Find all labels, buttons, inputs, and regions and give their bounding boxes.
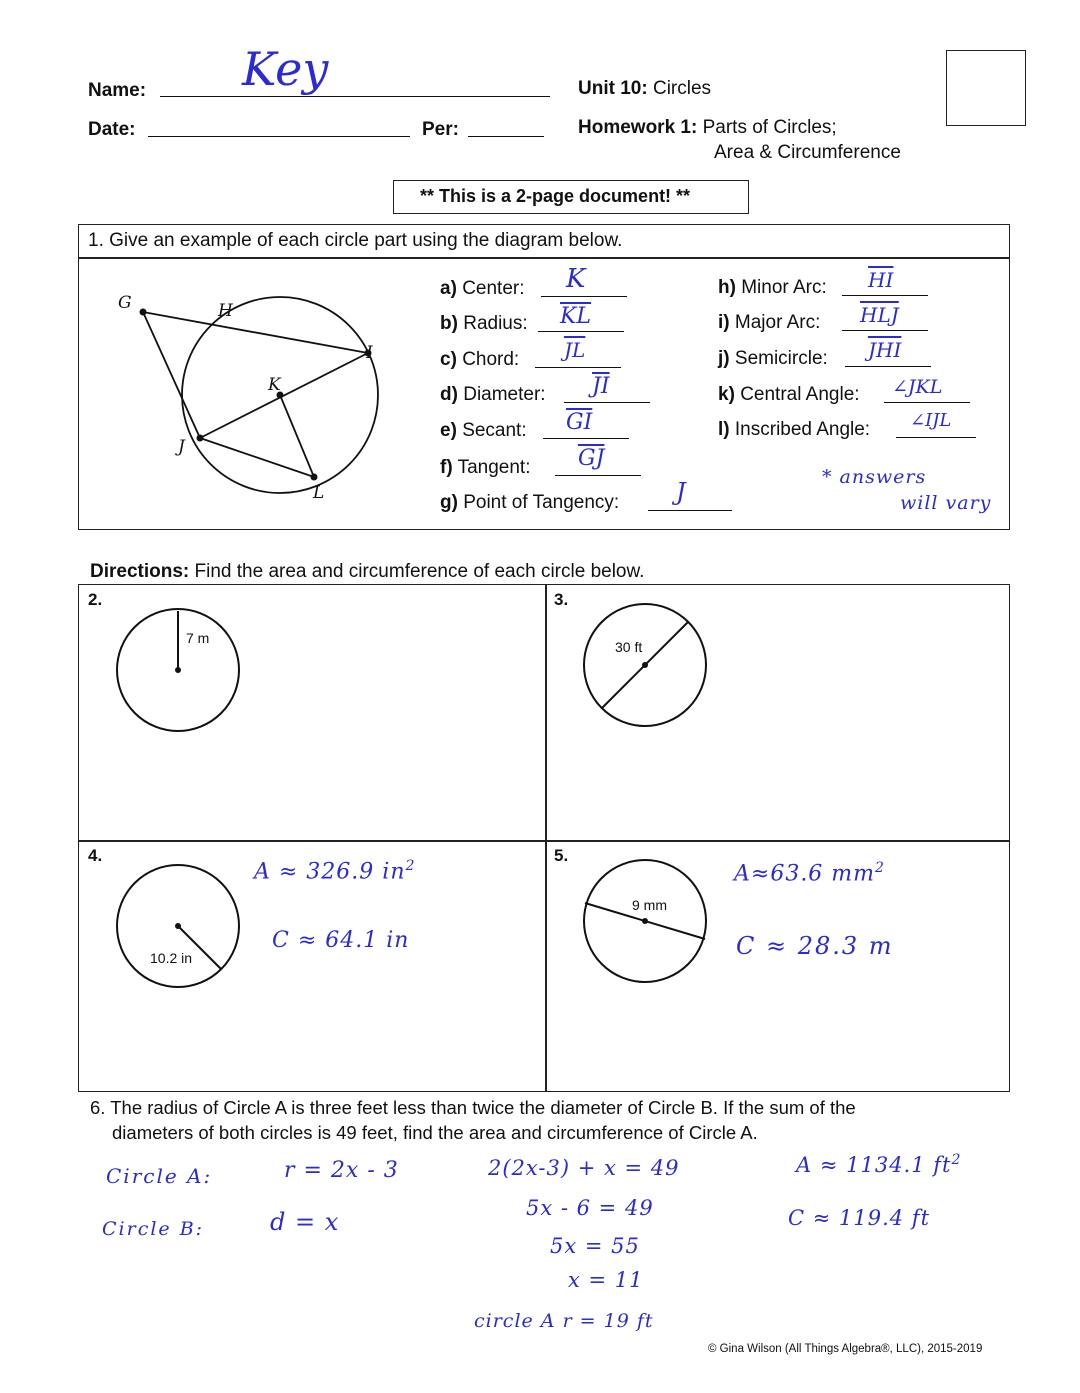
q6-equation-1: 2(2x-3) + x = 49	[488, 1156, 680, 1180]
label-h: H	[218, 301, 233, 321]
q6-diameter-expression: d = x	[270, 1208, 340, 1236]
item-a: a) Center:	[440, 278, 525, 299]
problem-2-figure	[110, 600, 250, 740]
problem-5-circumference: C ≈ 28.3 m	[736, 932, 894, 960]
label-l: L	[313, 483, 325, 503]
q6-equation-4: x = 11	[568, 1268, 644, 1292]
score-box[interactable]	[946, 50, 1026, 126]
q6-circle-a-label: Circle A:	[106, 1164, 213, 1188]
answers-note-line1: * answers	[822, 466, 927, 488]
unit-label: Unit 10:	[578, 78, 648, 99]
q6-prompt-line1: 6. The radius of Circle A is three feet less than twice the diameter of Circle B. If the sum of the	[90, 1097, 856, 1118]
per-label: Per:	[422, 119, 459, 140]
copyright-footer: © Gina Wilson (All Things Algebra®, LLC), 2015-2019	[708, 1343, 983, 1355]
answer-i: $\overline{HLJ}$	[860, 303, 899, 327]
answer-line-k[interactable]	[884, 402, 970, 403]
problem-4-measure: 10.2 in	[150, 950, 193, 966]
directions-label: Directions:	[90, 561, 190, 582]
secant-gi	[143, 312, 368, 353]
problem-2-number: 2.	[88, 590, 103, 609]
homework-label: Homework 1:	[578, 117, 698, 138]
item-h: h) Minor Arc:	[718, 277, 827, 298]
answer-h: $\overline{HI}$	[868, 268, 894, 292]
item-j: j) Semicircle:	[718, 348, 828, 369]
problem-4-area: A ≈ 326.9 $in^2$	[254, 858, 416, 885]
tangent-gj	[143, 312, 200, 438]
answer-j: $\overline{JHI}$	[868, 338, 902, 362]
item-i: i) Major Arc:	[718, 312, 821, 333]
item-c: c) Chord:	[440, 349, 520, 370]
grid-vertical-divider	[545, 584, 547, 1092]
problem-5-measure: 9 mm	[632, 897, 667, 913]
item-k: k) Central Angle:	[718, 384, 860, 405]
answer-d: $\overline{JI}$	[592, 374, 610, 399]
homework-heading	[578, 117, 837, 139]
point-j	[197, 435, 204, 442]
q1-prompt: 1. Give an example of each circle part using the diagram below.	[88, 230, 623, 251]
homework-title-line2: Area & Circumference	[714, 142, 901, 163]
date-label: Date:	[88, 119, 136, 140]
point-l	[311, 474, 318, 481]
problem-5-number: 5.	[554, 846, 569, 865]
answer-line-f[interactable]	[555, 475, 641, 476]
q6-radius-expression: r = 2x - 3	[284, 1158, 399, 1183]
answer-c: $\overline{JL}$	[564, 338, 586, 362]
problem-4-figure	[110, 856, 250, 996]
problem-4-circumference: C ≈ 64.1 in	[272, 928, 410, 953]
item-l: l) Inscribed Angle:	[718, 419, 871, 440]
notice-text: ** This is a 2-page document! **	[420, 186, 691, 206]
q6-prompt-line2: diameters of both circles is 49 feet, find the area and circumference of Circle A.	[112, 1122, 758, 1143]
name-value: Key	[242, 42, 329, 96]
directions	[90, 561, 644, 583]
homework-title-line1: Parts of Circles;	[702, 117, 837, 138]
answer-b: $\overline{KL}$	[560, 304, 592, 329]
answer-line-d[interactable]	[564, 402, 650, 403]
problem-5-figure	[575, 856, 715, 996]
answer-g: J	[676, 478, 686, 506]
answer-line-j[interactable]	[845, 366, 931, 367]
q6-equation-3: 5x = 55	[550, 1234, 640, 1258]
q6-circle-b-label: Circle B:	[102, 1218, 205, 1240]
item-d: d) Diameter:	[440, 384, 546, 405]
answer-line-g[interactable]	[648, 510, 732, 511]
name-field-line[interactable]	[160, 96, 550, 97]
directions-text: Find the area and circumference of each circle below.	[194, 561, 645, 582]
answer-line-e[interactable]	[543, 438, 629, 439]
period-field-line[interactable]	[468, 136, 544, 137]
item-b: b) Radius:	[440, 313, 528, 334]
item-g: g) Point of Tangency:	[440, 492, 620, 513]
problem-5-area: A≈63.6 $mm^2$	[734, 860, 885, 887]
answer-e: $\overline{GI}$	[566, 410, 593, 435]
grid-horizontal-divider	[78, 840, 1010, 842]
label-k: K	[268, 375, 281, 395]
item-f: f) Tangent:	[440, 457, 531, 478]
date-field-line[interactable]	[148, 136, 410, 137]
answer-line-h[interactable]	[842, 295, 928, 296]
answer-a: K	[566, 264, 586, 294]
answer-line-c[interactable]	[535, 367, 621, 368]
unit-title: Circles	[652, 78, 712, 99]
answers-note-line2: will vary	[900, 492, 992, 514]
answer-line-a[interactable]	[541, 296, 627, 297]
problem-3-figure	[575, 600, 715, 740]
answer-k: ∠JKL	[892, 376, 943, 398]
point-g	[140, 309, 147, 316]
answer-line-l[interactable]	[896, 437, 976, 438]
item-e: e) Secant:	[440, 420, 527, 441]
unit-heading	[578, 78, 711, 100]
label-j: J	[178, 437, 185, 457]
answer-l: ∠IJL	[910, 410, 952, 431]
answer-line-i[interactable]	[842, 330, 928, 331]
diameter-ji	[200, 353, 368, 438]
label-i: I	[366, 343, 373, 363]
problem-4-number: 4.	[88, 846, 103, 865]
problem-2-measure: 7 m	[186, 630, 210, 646]
name-label: Name:	[88, 80, 147, 101]
q6-equation-5: circle A r = 19 ft	[474, 1310, 654, 1332]
label-g: G	[118, 293, 132, 313]
q6-circumference-answer: C ≈ 119.4 ft	[788, 1206, 931, 1230]
problem-3-number: 3.	[554, 590, 569, 609]
q6-equation-2: 5x - 6 = 49	[526, 1196, 654, 1220]
q6-area-answer: A ≈ 1134.1 $ft^2$	[796, 1152, 962, 1177]
answer-f: $\overline{GJ}$	[578, 446, 605, 471]
answer-line-b[interactable]	[538, 331, 624, 332]
radius-kl	[280, 395, 314, 477]
problem-3-measure: 30 ft	[615, 639, 643, 655]
circle-parts-diagram	[100, 270, 420, 510]
